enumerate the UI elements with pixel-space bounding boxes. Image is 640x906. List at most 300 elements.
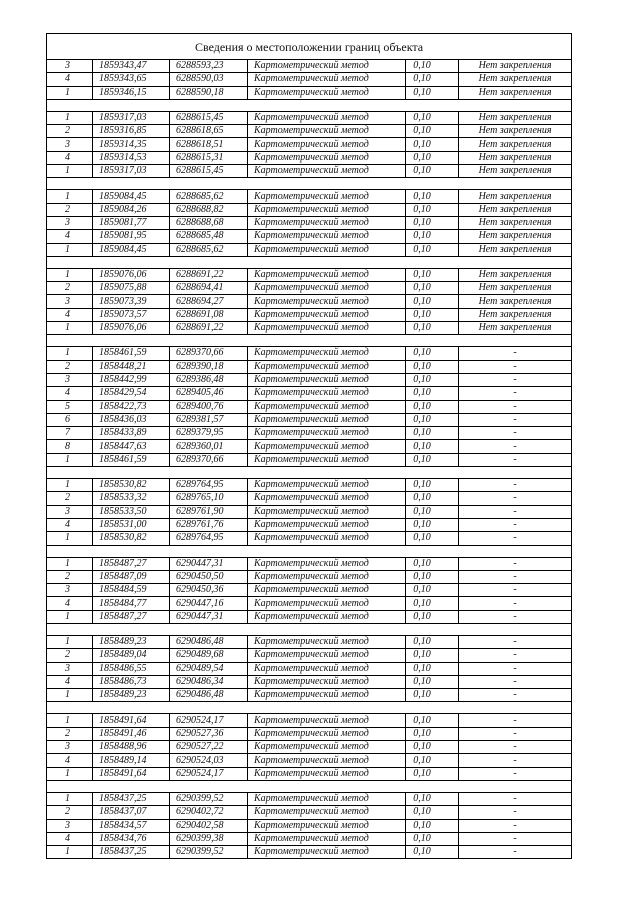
coord-y: 6290402,72 <box>170 806 248 819</box>
fixation: - <box>459 492 572 505</box>
accuracy: 0,10 <box>406 190 459 203</box>
table-row <box>47 819 572 832</box>
point-number: 2 <box>47 727 93 740</box>
accuracy: 0,10 <box>406 832 459 845</box>
point-number: 2 <box>47 125 93 138</box>
coord-y: 6290399,38 <box>170 832 248 845</box>
coord-y: 6288688,68 <box>170 216 248 229</box>
table-row <box>47 479 572 492</box>
table-row <box>47 440 572 453</box>
method: Картометрический метод <box>248 635 406 648</box>
table-row <box>47 322 572 335</box>
coord-x: 1859081,95 <box>93 230 170 243</box>
method: Картометрический метод <box>248 846 406 859</box>
coord-x: 1859081,77 <box>93 216 170 229</box>
fixation: - <box>459 360 572 373</box>
method: Картометрический метод <box>248 138 406 151</box>
table-row <box>47 282 572 295</box>
coord-x: 1858533,32 <box>93 492 170 505</box>
table-row <box>47 400 572 413</box>
coord-y: 6289386,48 <box>170 373 248 386</box>
accuracy: 0,10 <box>406 662 459 675</box>
table-row <box>47 413 572 426</box>
method: Картометрический метод <box>248 819 406 832</box>
method: Картометрический метод <box>248 347 406 360</box>
method: Картометрический метод <box>248 767 406 780</box>
accuracy: 0,10 <box>406 689 459 702</box>
method: Картометрический метод <box>248 492 406 505</box>
group-separator <box>47 178 572 190</box>
table-row <box>47 347 572 360</box>
coord-x: 1858491,64 <box>93 714 170 727</box>
table-row <box>47 532 572 545</box>
accuracy: 0,10 <box>406 322 459 335</box>
coord-y: 6288691,08 <box>170 308 248 321</box>
fixation: Нет закрепления <box>459 151 572 164</box>
fixation: - <box>459 400 572 413</box>
fixation: Нет закрепления <box>459 216 572 229</box>
accuracy: 0,10 <box>406 714 459 727</box>
point-number: 1 <box>47 268 93 281</box>
coord-x: 1859317,03 <box>93 111 170 124</box>
coord-x: 1859316,85 <box>93 125 170 138</box>
coord-x: 1858530,82 <box>93 532 170 545</box>
accuracy: 0,10 <box>406 767 459 780</box>
method: Картометрический метод <box>248 754 406 767</box>
coord-x: 1859084,26 <box>93 203 170 216</box>
table-row <box>47 714 572 727</box>
table-row <box>47 492 572 505</box>
point-number: 1 <box>47 190 93 203</box>
fixation: - <box>459 714 572 727</box>
accuracy: 0,10 <box>406 308 459 321</box>
table-row <box>47 165 572 178</box>
fixation: - <box>459 453 572 466</box>
coord-x: 1858489,14 <box>93 754 170 767</box>
accuracy: 0,10 <box>406 203 459 216</box>
coord-x: 1858442,99 <box>93 373 170 386</box>
point-number: 1 <box>47 347 93 360</box>
point-number: 1 <box>47 322 93 335</box>
table-row <box>47 230 572 243</box>
coord-y: 6290450,36 <box>170 584 248 597</box>
coord-y: 6289370,66 <box>170 347 248 360</box>
method: Картометрический метод <box>248 373 406 386</box>
table-row <box>47 373 572 386</box>
fixation: - <box>459 819 572 832</box>
accuracy: 0,10 <box>406 741 459 754</box>
method: Картометрический метод <box>248 806 406 819</box>
accuracy: 0,10 <box>406 440 459 453</box>
coord-y: 6288694,41 <box>170 282 248 295</box>
coord-x: 1859346,15 <box>93 86 170 99</box>
accuracy: 0,10 <box>406 806 459 819</box>
point-number: 5 <box>47 400 93 413</box>
point-number: 1 <box>47 557 93 570</box>
fixation: - <box>459 689 572 702</box>
point-number: 1 <box>47 792 93 805</box>
method: Картометрический метод <box>248 413 406 426</box>
coord-x: 1858486,73 <box>93 675 170 688</box>
coord-y: 6288590,03 <box>170 73 248 86</box>
group-separator <box>47 335 572 347</box>
coord-x: 1859075,88 <box>93 282 170 295</box>
accuracy: 0,10 <box>406 492 459 505</box>
table-row <box>47 846 572 859</box>
fixation: - <box>459 754 572 767</box>
coord-x: 1858461,59 <box>93 347 170 360</box>
method: Картометрический метод <box>248 453 406 466</box>
coord-y: 6289360,01 <box>170 440 248 453</box>
group-separator <box>47 256 572 268</box>
separator-cell <box>47 99 572 111</box>
coord-y: 6288685,62 <box>170 190 248 203</box>
coord-y: 6290450,50 <box>170 570 248 583</box>
method: Картометрический метод <box>248 597 406 610</box>
table-row <box>47 767 572 780</box>
coord-y: 6290524,17 <box>170 714 248 727</box>
accuracy: 0,10 <box>406 360 459 373</box>
fixation: - <box>459 584 572 597</box>
fixation: Нет закрепления <box>459 111 572 124</box>
point-number: 1 <box>47 111 93 124</box>
method: Картометрический метод <box>248 741 406 754</box>
coord-y: 6288593,23 <box>170 60 248 73</box>
accuracy: 0,10 <box>406 400 459 413</box>
table-row <box>47 689 572 702</box>
point-number: 1 <box>47 165 93 178</box>
coord-y: 6289381,57 <box>170 413 248 426</box>
coord-x: 1858486,55 <box>93 662 170 675</box>
table-row <box>47 570 572 583</box>
table-row <box>47 73 572 86</box>
accuracy: 0,10 <box>406 846 459 859</box>
table-row <box>47 360 572 373</box>
coord-y: 6289765,10 <box>170 492 248 505</box>
fixation: Нет закрепления <box>459 295 572 308</box>
group-separator <box>47 99 572 111</box>
point-number: 1 <box>47 86 93 99</box>
coord-y: 6288590,18 <box>170 86 248 99</box>
coord-x: 1858491,46 <box>93 727 170 740</box>
fixation: - <box>459 505 572 518</box>
table-row <box>47 649 572 662</box>
accuracy: 0,10 <box>406 584 459 597</box>
method: Картометрический метод <box>248 518 406 531</box>
accuracy: 0,10 <box>406 635 459 648</box>
coord-y: 6290489,54 <box>170 662 248 675</box>
table-row <box>47 635 572 648</box>
accuracy: 0,10 <box>406 649 459 662</box>
point-number: 4 <box>47 308 93 321</box>
point-number: 3 <box>47 505 93 518</box>
separator-cell <box>47 545 572 557</box>
method: Картометрический метод <box>248 151 406 164</box>
coord-y: 6288615,45 <box>170 111 248 124</box>
point-number: 1 <box>47 767 93 780</box>
accuracy: 0,10 <box>406 268 459 281</box>
point-number: 2 <box>47 282 93 295</box>
separator-cell <box>47 702 572 714</box>
method: Картометрический метод <box>248 675 406 688</box>
coord-y: 6290486,34 <box>170 675 248 688</box>
point-number: 2 <box>47 492 93 505</box>
method: Картометрический метод <box>248 532 406 545</box>
coord-x: 1858437,25 <box>93 792 170 805</box>
accuracy: 0,10 <box>406 295 459 308</box>
table-row <box>47 518 572 531</box>
table-body <box>47 34 572 859</box>
accuracy: 0,10 <box>406 532 459 545</box>
coord-x: 1859314,53 <box>93 151 170 164</box>
coord-x: 1858436,03 <box>93 413 170 426</box>
fixation: Нет закрепления <box>459 243 572 256</box>
coord-y: 6289405,46 <box>170 387 248 400</box>
separator-cell <box>47 256 572 268</box>
point-number: 1 <box>47 846 93 859</box>
point-number: 1 <box>47 479 93 492</box>
method: Картометрический метод <box>248 727 406 740</box>
table-row <box>47 216 572 229</box>
table-row <box>47 387 572 400</box>
coord-x: 1858530,82 <box>93 479 170 492</box>
coord-x: 1859343,65 <box>93 73 170 86</box>
accuracy: 0,10 <box>406 597 459 610</box>
point-number: 4 <box>47 387 93 400</box>
coord-x: 1858429,54 <box>93 387 170 400</box>
method: Картометрический метод <box>248 295 406 308</box>
point-number: 3 <box>47 295 93 308</box>
fixation: - <box>459 846 572 859</box>
method: Картометрический метод <box>248 60 406 73</box>
table-row <box>47 557 572 570</box>
coord-y: 6288691,22 <box>170 322 248 335</box>
accuracy: 0,10 <box>406 453 459 466</box>
point-number: 4 <box>47 597 93 610</box>
separator-cell <box>47 335 572 347</box>
accuracy: 0,10 <box>406 792 459 805</box>
page-title: Сведения о местоположении границ объекта <box>47 34 572 60</box>
table-row <box>47 806 572 819</box>
fixation: Нет закрепления <box>459 138 572 151</box>
coord-x: 1858533,50 <box>93 505 170 518</box>
point-number: 2 <box>47 806 93 819</box>
coord-y: 6290524,17 <box>170 767 248 780</box>
coord-y: 6290402,58 <box>170 819 248 832</box>
boundary-coordinates-table <box>46 33 572 859</box>
table-row <box>47 111 572 124</box>
point-number: 3 <box>47 60 93 73</box>
coord-x: 1858489,23 <box>93 689 170 702</box>
accuracy: 0,10 <box>406 373 459 386</box>
method: Картометрический метод <box>248 216 406 229</box>
coord-x: 1858489,04 <box>93 649 170 662</box>
coord-x: 1858437,07 <box>93 806 170 819</box>
coord-x: 1858531,00 <box>93 518 170 531</box>
method: Картометрический метод <box>248 584 406 597</box>
coord-x: 1859317,03 <box>93 165 170 178</box>
separator-cell <box>47 467 572 479</box>
method: Картометрический метод <box>248 203 406 216</box>
method: Картометрический метод <box>248 689 406 702</box>
method: Картометрический метод <box>248 427 406 440</box>
coord-y: 6290527,36 <box>170 727 248 740</box>
table-row <box>47 295 572 308</box>
method: Картометрический метод <box>248 111 406 124</box>
table-row <box>47 505 572 518</box>
coord-y: 6288688,82 <box>170 203 248 216</box>
accuracy: 0,10 <box>406 557 459 570</box>
coord-x: 1858488,96 <box>93 741 170 754</box>
point-number: 4 <box>47 832 93 845</box>
accuracy: 0,10 <box>406 60 459 73</box>
coord-x: 1858461,59 <box>93 453 170 466</box>
accuracy: 0,10 <box>406 151 459 164</box>
coord-y: 6288685,48 <box>170 230 248 243</box>
point-number: 2 <box>47 570 93 583</box>
accuracy: 0,10 <box>406 347 459 360</box>
point-number: 3 <box>47 216 93 229</box>
coord-y: 6288618,51 <box>170 138 248 151</box>
coord-x: 1858487,27 <box>93 610 170 623</box>
coord-x: 1859073,57 <box>93 308 170 321</box>
point-number: 7 <box>47 427 93 440</box>
fixation: Нет закрепления <box>459 190 572 203</box>
table-row <box>47 662 572 675</box>
fixation: Нет закрепления <box>459 282 572 295</box>
method: Картометрический метод <box>248 832 406 845</box>
accuracy: 0,10 <box>406 427 459 440</box>
coord-x: 1858484,59 <box>93 584 170 597</box>
fixation: - <box>459 373 572 386</box>
fixation: - <box>459 597 572 610</box>
coord-x: 1859343,47 <box>93 60 170 73</box>
coord-x: 1859073,39 <box>93 295 170 308</box>
table-row <box>47 138 572 151</box>
point-number: 3 <box>47 819 93 832</box>
point-number: 2 <box>47 203 93 216</box>
coord-x: 1858489,23 <box>93 635 170 648</box>
group-separator <box>47 702 572 714</box>
coord-y: 6290524,03 <box>170 754 248 767</box>
coord-y: 6288685,62 <box>170 243 248 256</box>
coord-y: 6290399,52 <box>170 792 248 805</box>
accuracy: 0,10 <box>406 230 459 243</box>
coord-x: 1859084,45 <box>93 243 170 256</box>
point-number: 4 <box>47 675 93 688</box>
method: Картометрический метод <box>248 190 406 203</box>
point-number: 3 <box>47 584 93 597</box>
accuracy: 0,10 <box>406 111 459 124</box>
coord-x: 1859084,45 <box>93 190 170 203</box>
accuracy: 0,10 <box>406 387 459 400</box>
coord-y: 6288615,31 <box>170 151 248 164</box>
fixation: - <box>459 767 572 780</box>
point-number: 3 <box>47 662 93 675</box>
fixation: - <box>459 649 572 662</box>
group-separator <box>47 623 572 635</box>
coord-y: 6289764,95 <box>170 479 248 492</box>
fixation: - <box>459 440 572 453</box>
table-row <box>47 243 572 256</box>
accuracy: 0,10 <box>406 675 459 688</box>
accuracy: 0,10 <box>406 727 459 740</box>
accuracy: 0,10 <box>406 479 459 492</box>
method: Картометрический метод <box>248 322 406 335</box>
table-row <box>47 832 572 845</box>
coord-y: 6289761,90 <box>170 505 248 518</box>
method: Картометрический метод <box>248 610 406 623</box>
table-row <box>47 60 572 73</box>
coord-y: 6290447,16 <box>170 597 248 610</box>
coord-y: 6290447,31 <box>170 557 248 570</box>
table-row <box>47 741 572 754</box>
method: Картометрический метод <box>248 360 406 373</box>
table-row <box>47 151 572 164</box>
fixation: Нет закрепления <box>459 73 572 86</box>
coord-y: 6289761,76 <box>170 518 248 531</box>
coord-x: 1858487,27 <box>93 557 170 570</box>
fixation: - <box>459 662 572 675</box>
fixation: - <box>459 741 572 754</box>
accuracy: 0,10 <box>406 165 459 178</box>
group-separator <box>47 467 572 479</box>
point-number: 4 <box>47 230 93 243</box>
coord-x: 1858448,21 <box>93 360 170 373</box>
accuracy: 0,10 <box>406 86 459 99</box>
point-number: 4 <box>47 151 93 164</box>
coord-x: 1858434,76 <box>93 832 170 845</box>
method: Картометрический метод <box>248 649 406 662</box>
point-number: 1 <box>47 532 93 545</box>
coord-y: 6289390,18 <box>170 360 248 373</box>
fixation: - <box>459 479 572 492</box>
coord-y: 6290486,48 <box>170 635 248 648</box>
coord-y: 6290447,31 <box>170 610 248 623</box>
fixation: - <box>459 806 572 819</box>
point-number: 4 <box>47 518 93 531</box>
fixation: - <box>459 675 572 688</box>
method: Картометрический метод <box>248 230 406 243</box>
coord-x: 1858422,73 <box>93 400 170 413</box>
fixation: - <box>459 832 572 845</box>
method: Картометрический метод <box>248 282 406 295</box>
fixation: Нет закрепления <box>459 230 572 243</box>
fixation: - <box>459 792 572 805</box>
coord-y: 6289400,76 <box>170 400 248 413</box>
table-title-row <box>47 34 572 60</box>
coord-x: 1859076,06 <box>93 322 170 335</box>
point-number: 3 <box>47 373 93 386</box>
accuracy: 0,10 <box>406 413 459 426</box>
fixation: Нет закрепления <box>459 268 572 281</box>
point-number: 1 <box>47 635 93 648</box>
method: Картометрический метод <box>248 557 406 570</box>
method: Картометрический метод <box>248 86 406 99</box>
fixation: Нет закрепления <box>459 165 572 178</box>
point-number: 3 <box>47 138 93 151</box>
fixation: Нет закрепления <box>459 322 572 335</box>
fixation: - <box>459 518 572 531</box>
method: Картометрический метод <box>248 792 406 805</box>
table-row <box>47 584 572 597</box>
fixation: Нет закрепления <box>459 308 572 321</box>
accuracy: 0,10 <box>406 819 459 832</box>
method: Картометрический метод <box>248 308 406 321</box>
method: Картометрический метод <box>248 479 406 492</box>
point-number: 1 <box>47 689 93 702</box>
coord-y: 6288618,65 <box>170 125 248 138</box>
